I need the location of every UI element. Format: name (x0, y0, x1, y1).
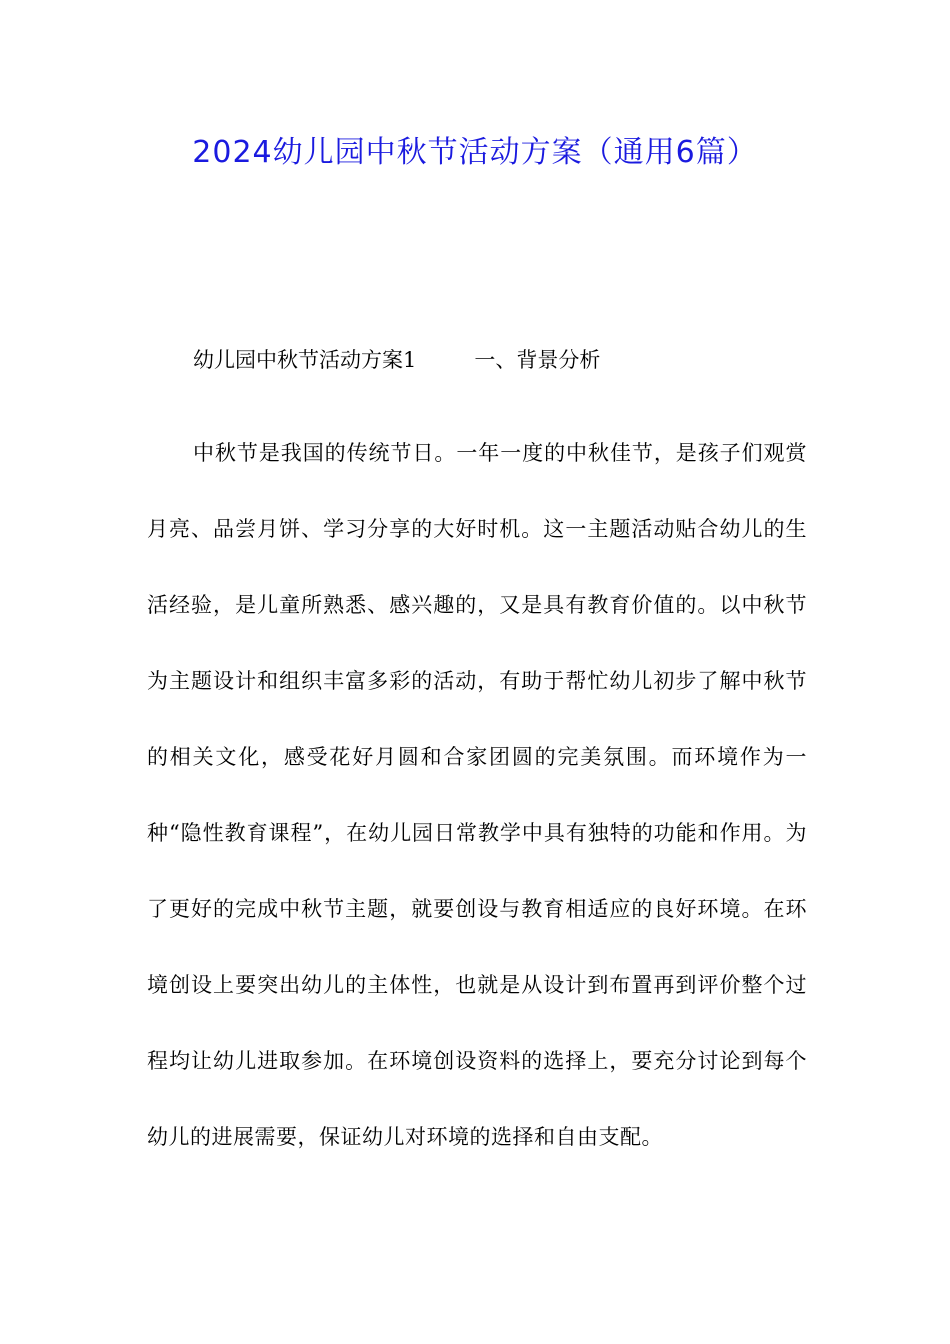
section-heading-line (147, 340, 807, 380)
document-body (147, 340, 807, 1175)
subheading: 一、背景分析 (474, 348, 601, 372)
document-title: 2024幼儿园中秋节活动方案（通用6篇） (192, 135, 758, 170)
body-paragraph: 中秋节是我国的传统节日。一年一度的中秋佳节，是孩子们观赏月亮、品尝月饼、学习分享的大好时机。这一主题活动贴合幼儿的生活经验，是儿童所熟悉、感兴趣的，又是具有教育价值的。以中秋节为主题设计和组织丰富多彩的活动，有助于帮忙幼儿初步了解中秋节的相关文化，感受花好月圆和合家团圆的完美氛围。而环境作为一种“隐性教育课程”，在幼儿园日常教学中具有独特的功能和作用。为了更好的完成中秋节主题，就要创设与教育相适应的良好环境。在环境创设上要突出幼儿的主体性，也就是从设计到布置再到评价整个过程均让幼儿进取参加。在环境创设资料的选择上，要充分讨论到每个幼儿的进展需要，保证幼儿对环境的选择和自由支配。 (147, 441, 807, 1149)
section-heading: 幼儿园中秋节活动方案1 (193, 348, 417, 372)
